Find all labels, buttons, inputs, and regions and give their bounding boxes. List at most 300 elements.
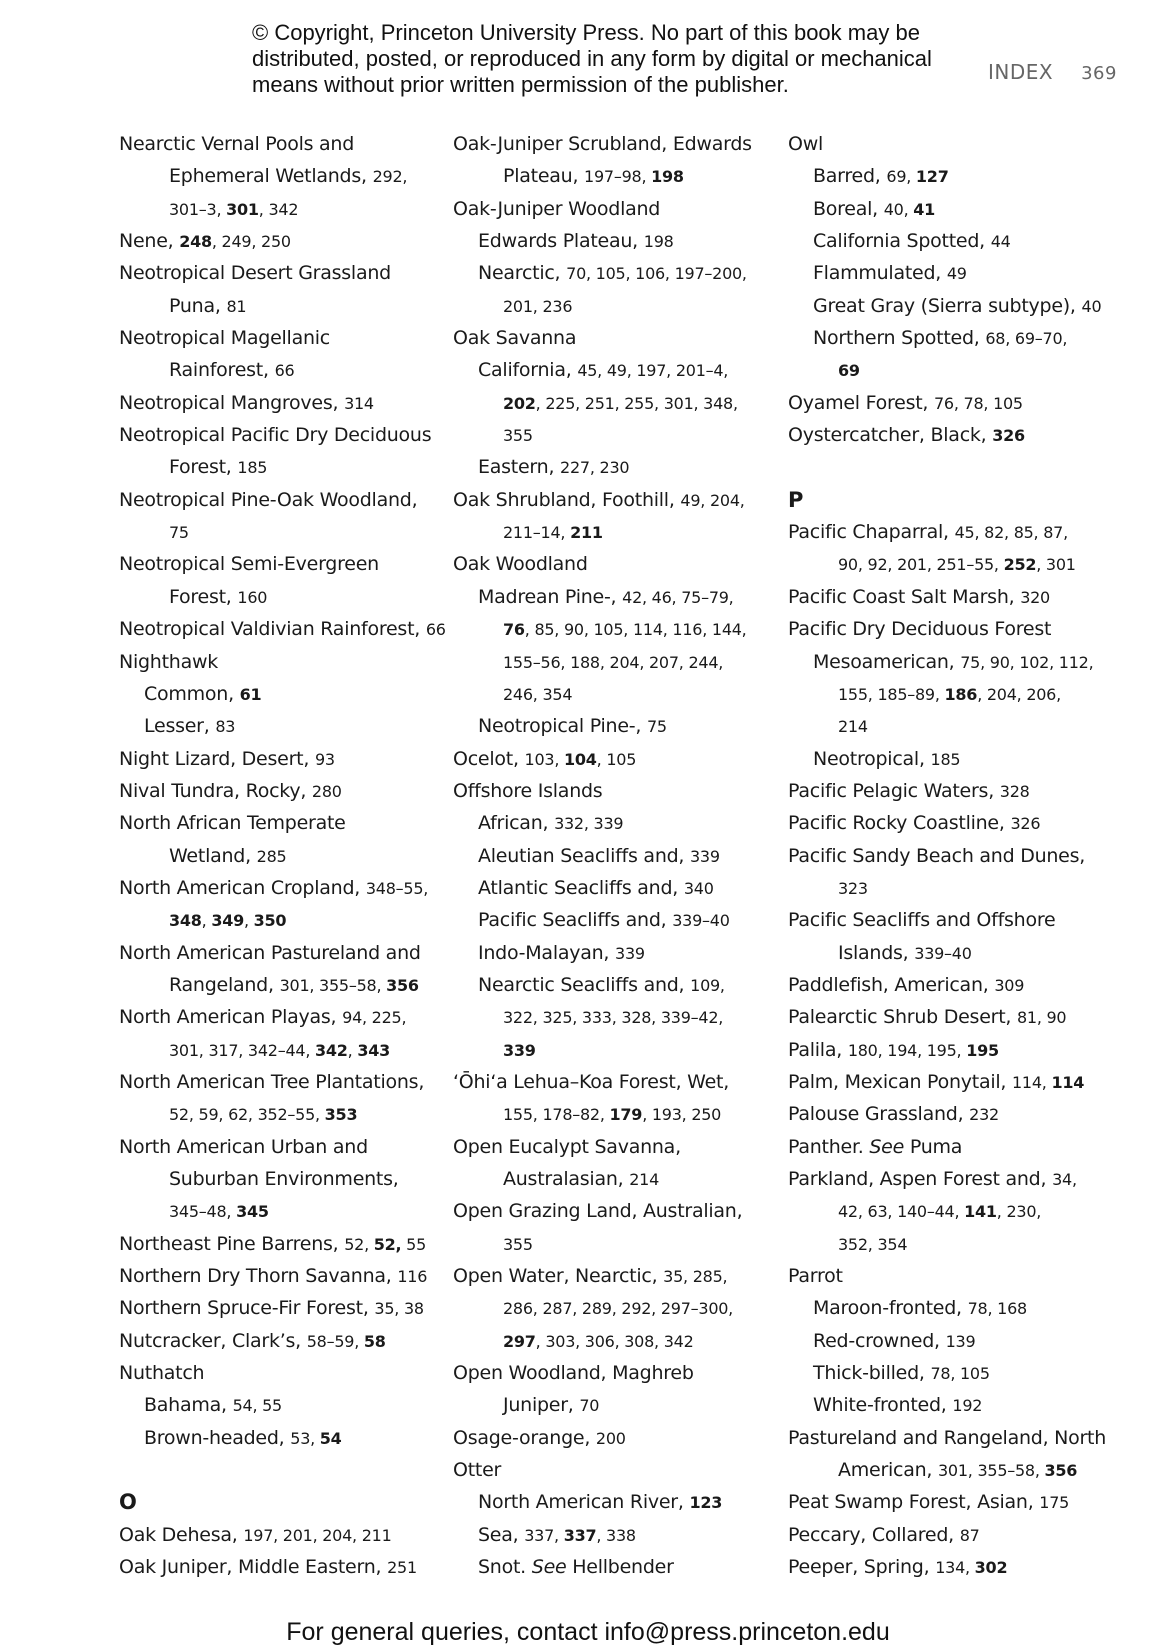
index-subentry: [453, 451, 778, 483]
page-refs: , 230,: [996, 1202, 1042, 1222]
index-continuation: [453, 419, 778, 451]
page-refs: 40: [1081, 296, 1102, 316]
entry-text: Nutcracker, Clark’s,: [119, 1329, 307, 1352]
index-entry: [788, 1098, 1108, 1130]
index-continuation: [453, 1228, 778, 1260]
page-refs: 81: [226, 296, 247, 316]
index-entry: [788, 1066, 1108, 1098]
index-entry: [119, 807, 437, 839]
index-subentry: [453, 937, 778, 969]
index-subentry: [788, 257, 1108, 289]
page-refs: 323: [838, 878, 868, 898]
entry-text: Oak-Juniper Woodland: [453, 197, 661, 220]
page-refs: 78, 105: [930, 1364, 990, 1384]
entry-text: Neotropical Mangroves,: [119, 391, 345, 414]
index-entry: [788, 1519, 1108, 1551]
bold-page-ref: 211: [570, 523, 603, 543]
entry-text: Pacific Sandy Beach and Dunes,: [788, 844, 1086, 867]
bold-page-ref: 343: [357, 1040, 390, 1060]
page-refs: 66: [274, 361, 295, 381]
page-refs: 197, 201, 204, 211: [243, 1525, 392, 1545]
index-subentry: [453, 807, 778, 839]
entry-text: Nival Tundra, Rocky,: [119, 779, 312, 802]
bold-page-ref: 127: [915, 167, 949, 187]
index-subentry: [453, 225, 778, 257]
page-refs: , 105: [596, 749, 637, 769]
entry-text: Offshore Islands: [453, 779, 603, 802]
bold-page-ref: 69: [838, 361, 860, 381]
index-entry: [453, 1422, 778, 1454]
bold-page-ref: 353: [324, 1105, 358, 1125]
index-continuation: [453, 387, 778, 419]
index-continuation: [119, 1163, 437, 1195]
entry-text: Palila,: [788, 1038, 848, 1061]
index-continuation: [453, 1292, 778, 1324]
index-entry: [119, 1131, 437, 1163]
page-refs: 58–59,: [306, 1331, 364, 1351]
page-refs: 155, 185–89,: [838, 684, 945, 704]
page-refs: 214: [629, 1170, 660, 1189]
page-refs: 42, 63, 140–44,: [838, 1202, 965, 1222]
entry-text: Owl: [788, 133, 824, 155]
index-continuation: [788, 1195, 1108, 1227]
page-refs: 332, 339: [554, 814, 624, 834]
index-entry: [119, 1001, 437, 1033]
entry-text: Nighthawk: [119, 650, 219, 673]
bold-page-ref: 345: [236, 1202, 269, 1222]
index-continuation: [453, 1389, 778, 1421]
page-refs: 155, 178–82,: [503, 1105, 610, 1125]
entry-text: Oyamel Forest,: [788, 391, 934, 414]
index-entry: [119, 937, 437, 969]
page-refs: 339–40: [914, 943, 972, 963]
index-subentry: [119, 710, 437, 742]
index-subentry: [119, 678, 437, 710]
entry-text: Neotropical Pine-Oak Woodland,: [119, 488, 418, 511]
entry-text: Open Eucalypt Savanna,: [453, 1135, 681, 1158]
page-refs: 75: [169, 523, 189, 543]
entry-text: Boreal,: [813, 197, 884, 220]
index-entry: [453, 1454, 778, 1486]
bold-page-ref: 195: [966, 1040, 999, 1060]
entry-text: Open Water, Nearctic,: [453, 1265, 664, 1288]
page-refs: 155–56, 188, 204, 207, 244,: [503, 652, 724, 672]
see-reference: See: [869, 1135, 905, 1158]
index-entry: [119, 419, 437, 451]
index-subentry: [453, 840, 778, 872]
entry-text: Otter: [453, 1459, 502, 1482]
entry-text: Puma: [904, 1135, 963, 1158]
bold-page-ref: 301: [226, 199, 259, 219]
entry-text: Neotropical Pine-,: [478, 715, 647, 738]
index-entry: [119, 1066, 437, 1098]
entry-text: Islands,: [838, 941, 915, 964]
entry-text: Rangeland,: [169, 973, 280, 996]
bold-page-ref: 58: [363, 1331, 386, 1351]
page-refs: 134,: [935, 1558, 975, 1578]
page-refs: 301, 355–58,: [279, 975, 387, 995]
page-refs: 42, 46, 75–79,: [622, 587, 734, 607]
index-entry: [788, 128, 1108, 160]
index-subentry: [453, 872, 778, 904]
page-refs: , 204, 206,: [977, 684, 1061, 704]
entry-text: Juniper,: [503, 1394, 580, 1417]
index-continuation: [119, 904, 437, 936]
page-refs: 44: [990, 232, 1011, 252]
entry-text: Thick-billed,: [813, 1362, 931, 1385]
section-letter: P: [788, 487, 804, 512]
index-entry: [788, 1034, 1108, 1066]
bold-page-ref: 114: [1051, 1072, 1085, 1092]
entry-text: Aleutian Seacliffs and,: [478, 844, 690, 867]
section-letter: O: [119, 1490, 137, 1515]
index-entry: [119, 387, 437, 419]
entry-text: Pacific Coast Salt Marsh,: [788, 585, 1021, 608]
index-column-3: [788, 128, 1108, 1583]
index-continuation: [453, 1163, 778, 1195]
index-entry: [453, 193, 778, 225]
entry-text: California,: [478, 359, 578, 382]
index-continuation: [453, 516, 778, 548]
index-entry: [119, 1292, 437, 1324]
bold-page-ref: 350: [253, 911, 287, 931]
page-refs: 87: [959, 1525, 980, 1545]
index-subentry: [788, 1292, 1108, 1324]
entry-text: Sea,: [478, 1523, 525, 1546]
index-entry: [788, 1260, 1108, 1292]
entry-text: North American Urban and: [119, 1135, 368, 1158]
page-refs: 339–40: [672, 911, 730, 931]
entry-text: Rainforest,: [169, 359, 275, 382]
index-subentry: [788, 1357, 1108, 1389]
bold-page-ref: 248: [179, 232, 212, 252]
page-refs: 326: [1010, 814, 1041, 834]
page-refs: 280: [311, 781, 342, 801]
entry-text: Northeast Pine Barrens,: [119, 1232, 345, 1255]
entry-text: Nuthatch: [119, 1362, 205, 1385]
entry-text: Parkland, Aspen Forest and,: [788, 1168, 1053, 1190]
entry-text: Common,: [144, 682, 240, 705]
entry-text: Northern Spruce-Fir Forest,: [119, 1297, 375, 1320]
index-subentry: [453, 1551, 778, 1583]
page-refs: 109,: [690, 975, 725, 995]
page-refs: , 342: [258, 199, 299, 219]
page-refs: 211–14,: [503, 523, 571, 543]
page-refs: 160: [237, 587, 268, 607]
index-entry: [453, 322, 778, 354]
index-subentry: [453, 581, 778, 613]
page-refs: 114,: [1011, 1072, 1052, 1092]
index-entry: [119, 1325, 437, 1357]
page-refs: 309: [994, 975, 1025, 995]
page-refs: 292,: [372, 167, 408, 187]
section-title: INDEX: [988, 60, 1054, 84]
entry-text: North American River,: [478, 1491, 690, 1514]
index-subentry: [453, 710, 778, 742]
page-refs: 348–55,: [365, 878, 429, 898]
index-entry: [788, 1001, 1108, 1033]
index-continuation: [119, 193, 437, 225]
section-gap: [119, 1454, 437, 1486]
index-continuation: [453, 613, 778, 645]
index-column-1: [119, 128, 446, 1583]
entry-text: Panther.: [788, 1135, 870, 1158]
index-entry: [119, 613, 446, 645]
entry-text: Neotropical,: [813, 747, 931, 770]
page-refs: 201, 236: [503, 296, 573, 316]
page-refs: 66: [425, 620, 446, 640]
index-entry: [119, 225, 437, 257]
entry-text: Palm, Mexican Ponytail,: [788, 1070, 1012, 1093]
entry-text: Oak-Juniper Scrubland, Edwards: [453, 133, 752, 155]
page-refs: 339: [615, 943, 645, 963]
index-entry: [119, 743, 437, 775]
entry-text: ʻŌhiʻa Lehua–Koa Forest, Wet,: [453, 1070, 730, 1093]
entry-text: Pacific Seacliffs and Offshore: [788, 909, 1056, 932]
index-continuation: [119, 840, 437, 872]
index-entry: [788, 775, 1108, 807]
index-continuation: [788, 354, 1108, 386]
page-refs: 69,: [886, 167, 916, 187]
page-refs: 180, 194, 195,: [847, 1040, 967, 1060]
section-gap: [788, 451, 1108, 483]
index-entry: [453, 548, 778, 580]
page-refs: 139: [945, 1331, 976, 1351]
entry-text: California Spotted,: [813, 230, 991, 253]
index-entry: [453, 743, 778, 775]
page-refs: 70: [579, 1396, 600, 1416]
entry-text: North African Temperate: [119, 812, 346, 835]
index-entry: [788, 613, 1108, 645]
page-refs: 175: [1039, 1493, 1070, 1513]
index-continuation: [119, 969, 437, 1001]
index-continuation: [788, 872, 1108, 904]
entry-text: Hellbender: [566, 1556, 674, 1579]
bold-page-ref: 54: [319, 1428, 342, 1448]
index-entry: [453, 1195, 778, 1227]
entry-text: Puna,: [169, 294, 227, 317]
page-refs: 227, 230: [560, 458, 630, 478]
index-entry: [453, 1131, 778, 1163]
entry-text: Barred,: [813, 165, 887, 188]
index-continuation: [119, 160, 437, 192]
index-entry: [788, 1486, 1108, 1518]
page-refs: 93: [314, 749, 335, 769]
index-entry: [119, 1228, 437, 1260]
entry-text: Snot.: [478, 1556, 532, 1579]
page-refs: , 301: [1036, 555, 1076, 575]
entry-text: Pacific Chaparral,: [788, 521, 955, 544]
page-refs: 55: [401, 1234, 427, 1254]
page-refs: 35, 285,: [663, 1267, 728, 1287]
entry-text: Paddlefish, American,: [788, 973, 995, 996]
entry-text: Pacific Pelagic Waters,: [788, 779, 1000, 802]
index-continuation: [119, 290, 437, 322]
page-number: 369: [1081, 63, 1117, 84]
entry-text: Oak Shrubland, Foothill,: [453, 488, 681, 511]
page-refs: 34,: [1052, 1170, 1077, 1189]
index-entry: [788, 419, 1108, 451]
entry-text: Pastureland and Rangeland, North: [788, 1426, 1107, 1449]
bold-page-ref: 104: [564, 749, 597, 769]
index-continuation: [788, 710, 1108, 742]
entry-text: Northern Spotted,: [813, 327, 986, 350]
page-refs: 355: [503, 1234, 533, 1254]
index-entry: [788, 807, 1108, 839]
page-refs: 246, 354: [503, 684, 573, 704]
page-refs: 301, 317, 342–44,: [169, 1040, 315, 1060]
index-entry: [119, 257, 437, 289]
entry-text: Night Lizard, Desert,: [119, 747, 315, 770]
bold-page-ref: 342: [315, 1040, 348, 1060]
page-refs: 345–48,: [169, 1202, 237, 1222]
entry-text: Osage-orange,: [453, 1426, 596, 1449]
entry-text: North American Tree Plantations,: [119, 1070, 425, 1093]
page-refs: 40,: [883, 199, 914, 219]
page-refs: ,: [243, 911, 254, 931]
entry-text: African,: [478, 812, 555, 835]
page-refs: 232: [969, 1105, 999, 1125]
entry-text: North American Cropland,: [119, 876, 366, 899]
index-continuation: [788, 678, 1108, 710]
entry-text: Ocelot,: [453, 747, 525, 770]
entry-text: North American Playas,: [119, 1006, 343, 1029]
entry-text: North American Pastureland and: [119, 941, 421, 964]
page-refs: 78, 168: [967, 1299, 1027, 1319]
index-continuation: [119, 1098, 437, 1130]
entry-text: Eastern,: [478, 456, 561, 479]
index-entry: [119, 1357, 437, 1389]
index-entry: [453, 484, 778, 516]
page-refs: 94, 225,: [342, 1008, 407, 1028]
index-subentry: [453, 1519, 778, 1551]
entry-text: Neotropical Desert Grassland: [119, 262, 391, 285]
entry-text: Pacific Dry Deciduous Forest: [788, 618, 1052, 641]
index-subentry: [788, 225, 1108, 257]
index-subentry: [788, 1389, 1108, 1421]
index-continuation: [453, 1325, 778, 1357]
bold-page-ref: 76: [503, 620, 525, 640]
index-continuation: [788, 548, 1108, 580]
entry-text: Suburban Environments,: [169, 1168, 399, 1190]
entry-text: Wetland,: [169, 844, 257, 867]
page-refs: 286, 287, 289, 292, 297–300,: [503, 1299, 734, 1319]
index-entry: [119, 128, 437, 160]
copyright-line: distributed, posted, or reproduced in any form by digital or mechanical: [252, 46, 932, 71]
index-continuation: [119, 451, 437, 483]
index-continuation: [119, 1195, 437, 1227]
index-continuation: [119, 354, 437, 386]
entry-text: Nearctic Seacliffs and,: [478, 973, 691, 996]
entry-text: Oak Juniper, Middle Eastern,: [119, 1556, 388, 1579]
index-continuation: [788, 1228, 1108, 1260]
page-refs: 185: [930, 749, 961, 769]
entry-text: Neotropical Pacific Dry Deciduous: [119, 424, 432, 447]
index-subentry: [788, 743, 1108, 775]
page-refs: 52, 59, 62, 352–55,: [169, 1105, 325, 1125]
page-refs: , 85, 90, 105, 114, 116, 144,: [524, 620, 747, 640]
page-refs: 340: [683, 878, 714, 898]
page-refs: 314: [344, 393, 374, 413]
page-refs: 251: [387, 1558, 417, 1578]
entry-text: Oystercatcher, Black,: [788, 424, 993, 447]
entry-text: Peccary, Collared,: [788, 1523, 960, 1546]
page-refs: 214: [838, 717, 868, 737]
index-continuation: [788, 1454, 1108, 1486]
index-subentry: [453, 257, 778, 289]
entry-text: Neotropical Semi-Evergreen: [119, 553, 379, 576]
bold-page-ref: 198: [651, 167, 684, 187]
bold-page-ref: 356: [386, 975, 419, 995]
index-entry: [788, 1422, 1108, 1454]
copyright-line: means without prior written permission of the publisher.: [252, 72, 789, 97]
page-refs: 337,: [524, 1525, 564, 1545]
index-subentry: [119, 1422, 437, 1454]
page-refs: , 249, 250: [211, 232, 291, 252]
bold-page-ref: 202: [503, 393, 536, 413]
bold-page-ref: 297: [503, 1331, 536, 1351]
page-refs: 322, 325, 333, 328, 339–42,: [503, 1008, 724, 1028]
page-refs: 301–3,: [169, 199, 227, 219]
entry-text: Pacific Rocky Coastline,: [788, 812, 1011, 835]
copyright-line: © Copyright, Princeton University Press. No part of this book may be: [252, 20, 920, 45]
entry-text: Oak Dehesa,: [119, 1523, 244, 1546]
index-continuation: [453, 1001, 778, 1033]
index-entry: [788, 1131, 1108, 1163]
index-column-2: [453, 128, 778, 1583]
index-subentry: [788, 322, 1108, 354]
bold-page-ref: 186: [944, 684, 978, 704]
index-entry: [453, 1066, 778, 1098]
index-continuation: [453, 1098, 778, 1130]
entry-text: Nene,: [119, 230, 180, 253]
bold-page-ref: 349: [211, 911, 244, 931]
entry-text: American,: [838, 1459, 938, 1482]
page-refs: 320: [1020, 587, 1050, 607]
index-continuation: [788, 937, 1108, 969]
index-entry: [788, 1163, 1108, 1195]
index-entry: [788, 840, 1108, 872]
bold-page-ref: 302: [974, 1558, 1008, 1578]
index-entry: [788, 1551, 1108, 1583]
page-refs: 185: [237, 458, 268, 478]
entry-text: Indo-Malayan,: [478, 941, 616, 964]
entry-text: Forest,: [169, 585, 238, 608]
entry-text: Nearctic,: [478, 262, 567, 285]
copyright-notice: [252, 20, 952, 98]
entry-text: Great Gray (Sierra subtype),: [813, 294, 1082, 317]
index-subentry: [453, 354, 778, 386]
entry-text: Ephemeral Wetlands,: [169, 165, 373, 188]
page-refs: 70, 105, 106, 197–200,: [566, 264, 747, 284]
entry-text: Madrean Pine-,: [478, 585, 623, 608]
bold-page-ref: 179: [609, 1105, 643, 1125]
page-refs: 49, 204,: [680, 490, 745, 510]
index-continuation: [453, 290, 778, 322]
running-head: [988, 60, 1117, 84]
index-subentry: [119, 1389, 437, 1421]
index-continuation: [119, 516, 437, 548]
entry-text: Flammulated,: [813, 262, 947, 285]
page-refs: 200: [595, 1428, 626, 1448]
index-subentry: [788, 1325, 1108, 1357]
index-entry: [119, 646, 437, 678]
bold-page-ref: 326: [992, 426, 1025, 446]
index-subentry: [453, 1486, 778, 1518]
page-refs: 301, 355–58,: [938, 1461, 1045, 1481]
entry-text: Edwards Plateau,: [478, 230, 644, 253]
entry-text: Lesser,: [144, 715, 216, 738]
